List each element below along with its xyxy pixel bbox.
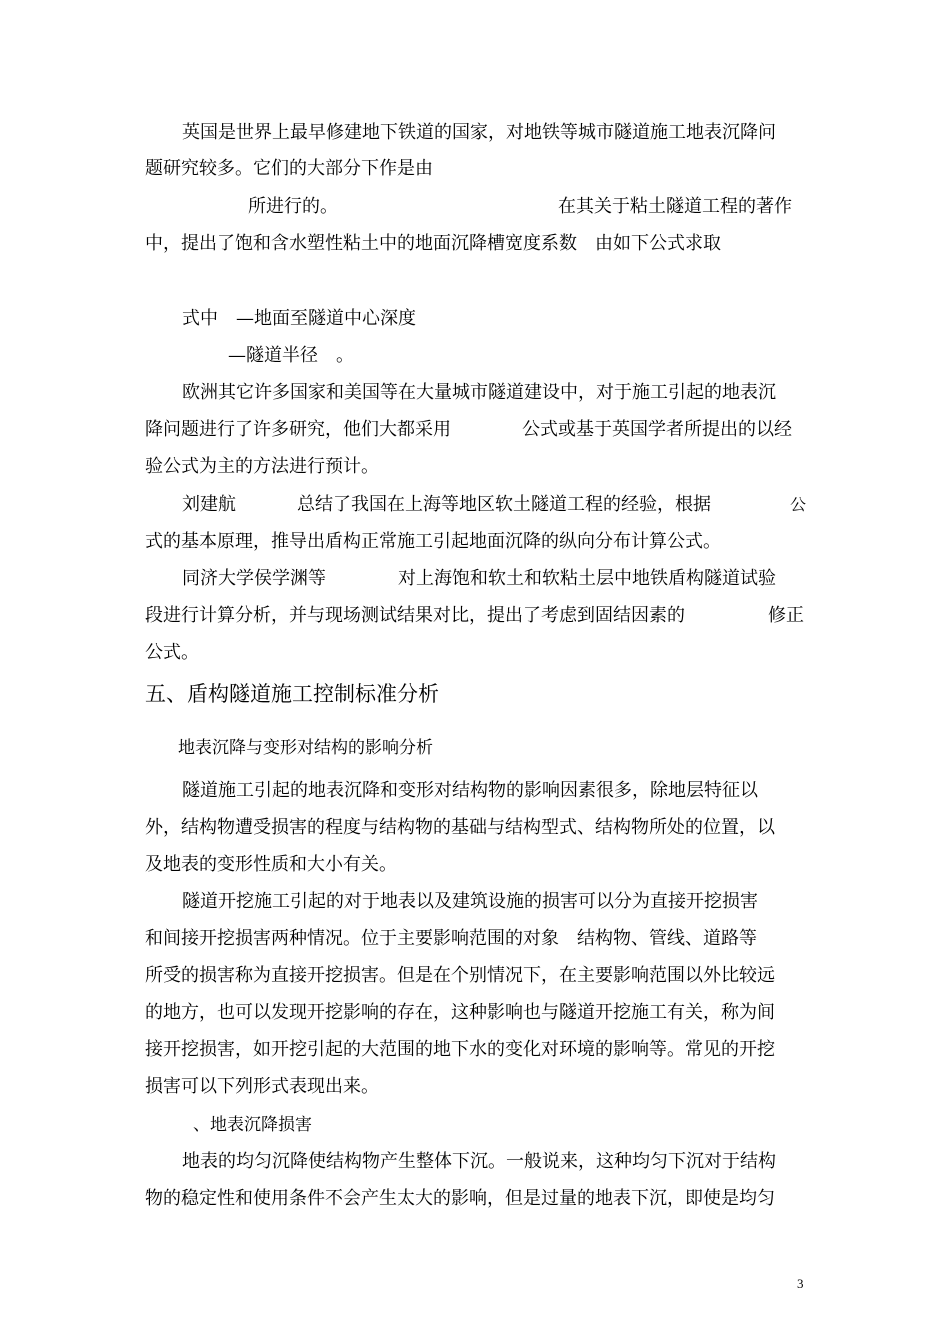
text-line: 总结了我国在上海等地区软土隧道工程的经验，根据	[297, 494, 711, 515]
text-line: 欧洲其它许多国家和美国等在大量城市隧道建设中，对于施工引起的地表沉	[182, 382, 776, 403]
section-heading: 五、盾构隧道施工控制标准分析	[145, 682, 439, 706]
text-line: 的地方，也可以发现开挖影响的存在，这种影响也与隧道开挖施工有关，称为间	[145, 1002, 775, 1023]
text-line: 同济大学侯学渊等	[182, 568, 326, 589]
text-line: 公式或基于英国学者所提出的以经	[522, 419, 792, 440]
text-line: 、地表沉降损害	[193, 1115, 312, 1135]
text-line: 题研究较多。它们的大部分下作是由	[145, 158, 433, 179]
text-line: 刘建航	[182, 494, 236, 515]
text-line: 隧道施工引起的地表沉降和变形对结构物的影响因素很多，除地层特征以	[182, 780, 758, 801]
text-line: 公式。	[145, 642, 199, 663]
text-line: 和间接开挖损害两种情况。位于主要影响范围的对象 结构物、管线、道路等	[145, 928, 757, 949]
text-line: 及地表的变形性质和大小有关。	[145, 854, 397, 875]
text-line: 外，结构物遭受损害的程度与结构物的基础与结构型式、结构物所处的位置，以	[145, 817, 775, 838]
text-line: 损害可以下列形式表现出来。	[145, 1076, 379, 1097]
text-line: 接开挖损害，如开挖引起的大范围的地下水的变化对环境的影响等。常见的开挖	[145, 1039, 775, 1060]
text-line: 地表的均匀沉降使结构物产生整体下沉。一般说来，这种均匀下沉对于结构	[182, 1151, 776, 1172]
text-line: —隧道半径 。	[228, 345, 354, 366]
text-line: 英国是世界上最早修建地下铁道的国家，对地铁等城市隧道施工地表沉降问	[182, 122, 776, 143]
text-line: 所进行的。	[248, 196, 338, 217]
text-line: 修正	[768, 605, 804, 626]
text-line: 对上海饱和软土和软粘土层中地铁盾构隧道试验	[398, 568, 776, 589]
text-line: 式的基本原理，推导出盾构正常施工引起地面沉降的纵向分布计算公式。	[145, 531, 721, 552]
text-line: 降问题进行了许多研究，他们大都采用	[145, 419, 451, 440]
text-line: 段进行计算分析，并与现场测试结果对比，提出了考虑到固结因素的	[145, 605, 685, 626]
text-line: 物的稳定性和使用条件不会产生太大的影响，但是过量的地表下沉，即使是均匀	[145, 1188, 775, 1209]
text-line: 式中 —地面至隧道中心深度	[182, 308, 416, 329]
subsection-heading: 地表沉降与变形对结构的影响分析	[178, 738, 433, 758]
text-line: 隧道开挖施工引起的对于地表以及建筑设施的损害可以分为直接开挖损害	[182, 891, 758, 912]
text-line: 验公式为主的方法进行预计。	[145, 456, 379, 477]
page-number: 3	[797, 1276, 804, 1291]
text-line: 中，提出了饱和含水塑性粘土中的地面沉降槽宽度系数 由如下公式求取	[145, 233, 721, 254]
text-line: 公	[790, 495, 807, 514]
text-line: 所受的损害称为直接开挖损害。但是在个别情况下，在主要影响范围以外比较远	[145, 965, 775, 986]
text-line: 在其关于粘土隧道工程的著作	[558, 196, 792, 217]
